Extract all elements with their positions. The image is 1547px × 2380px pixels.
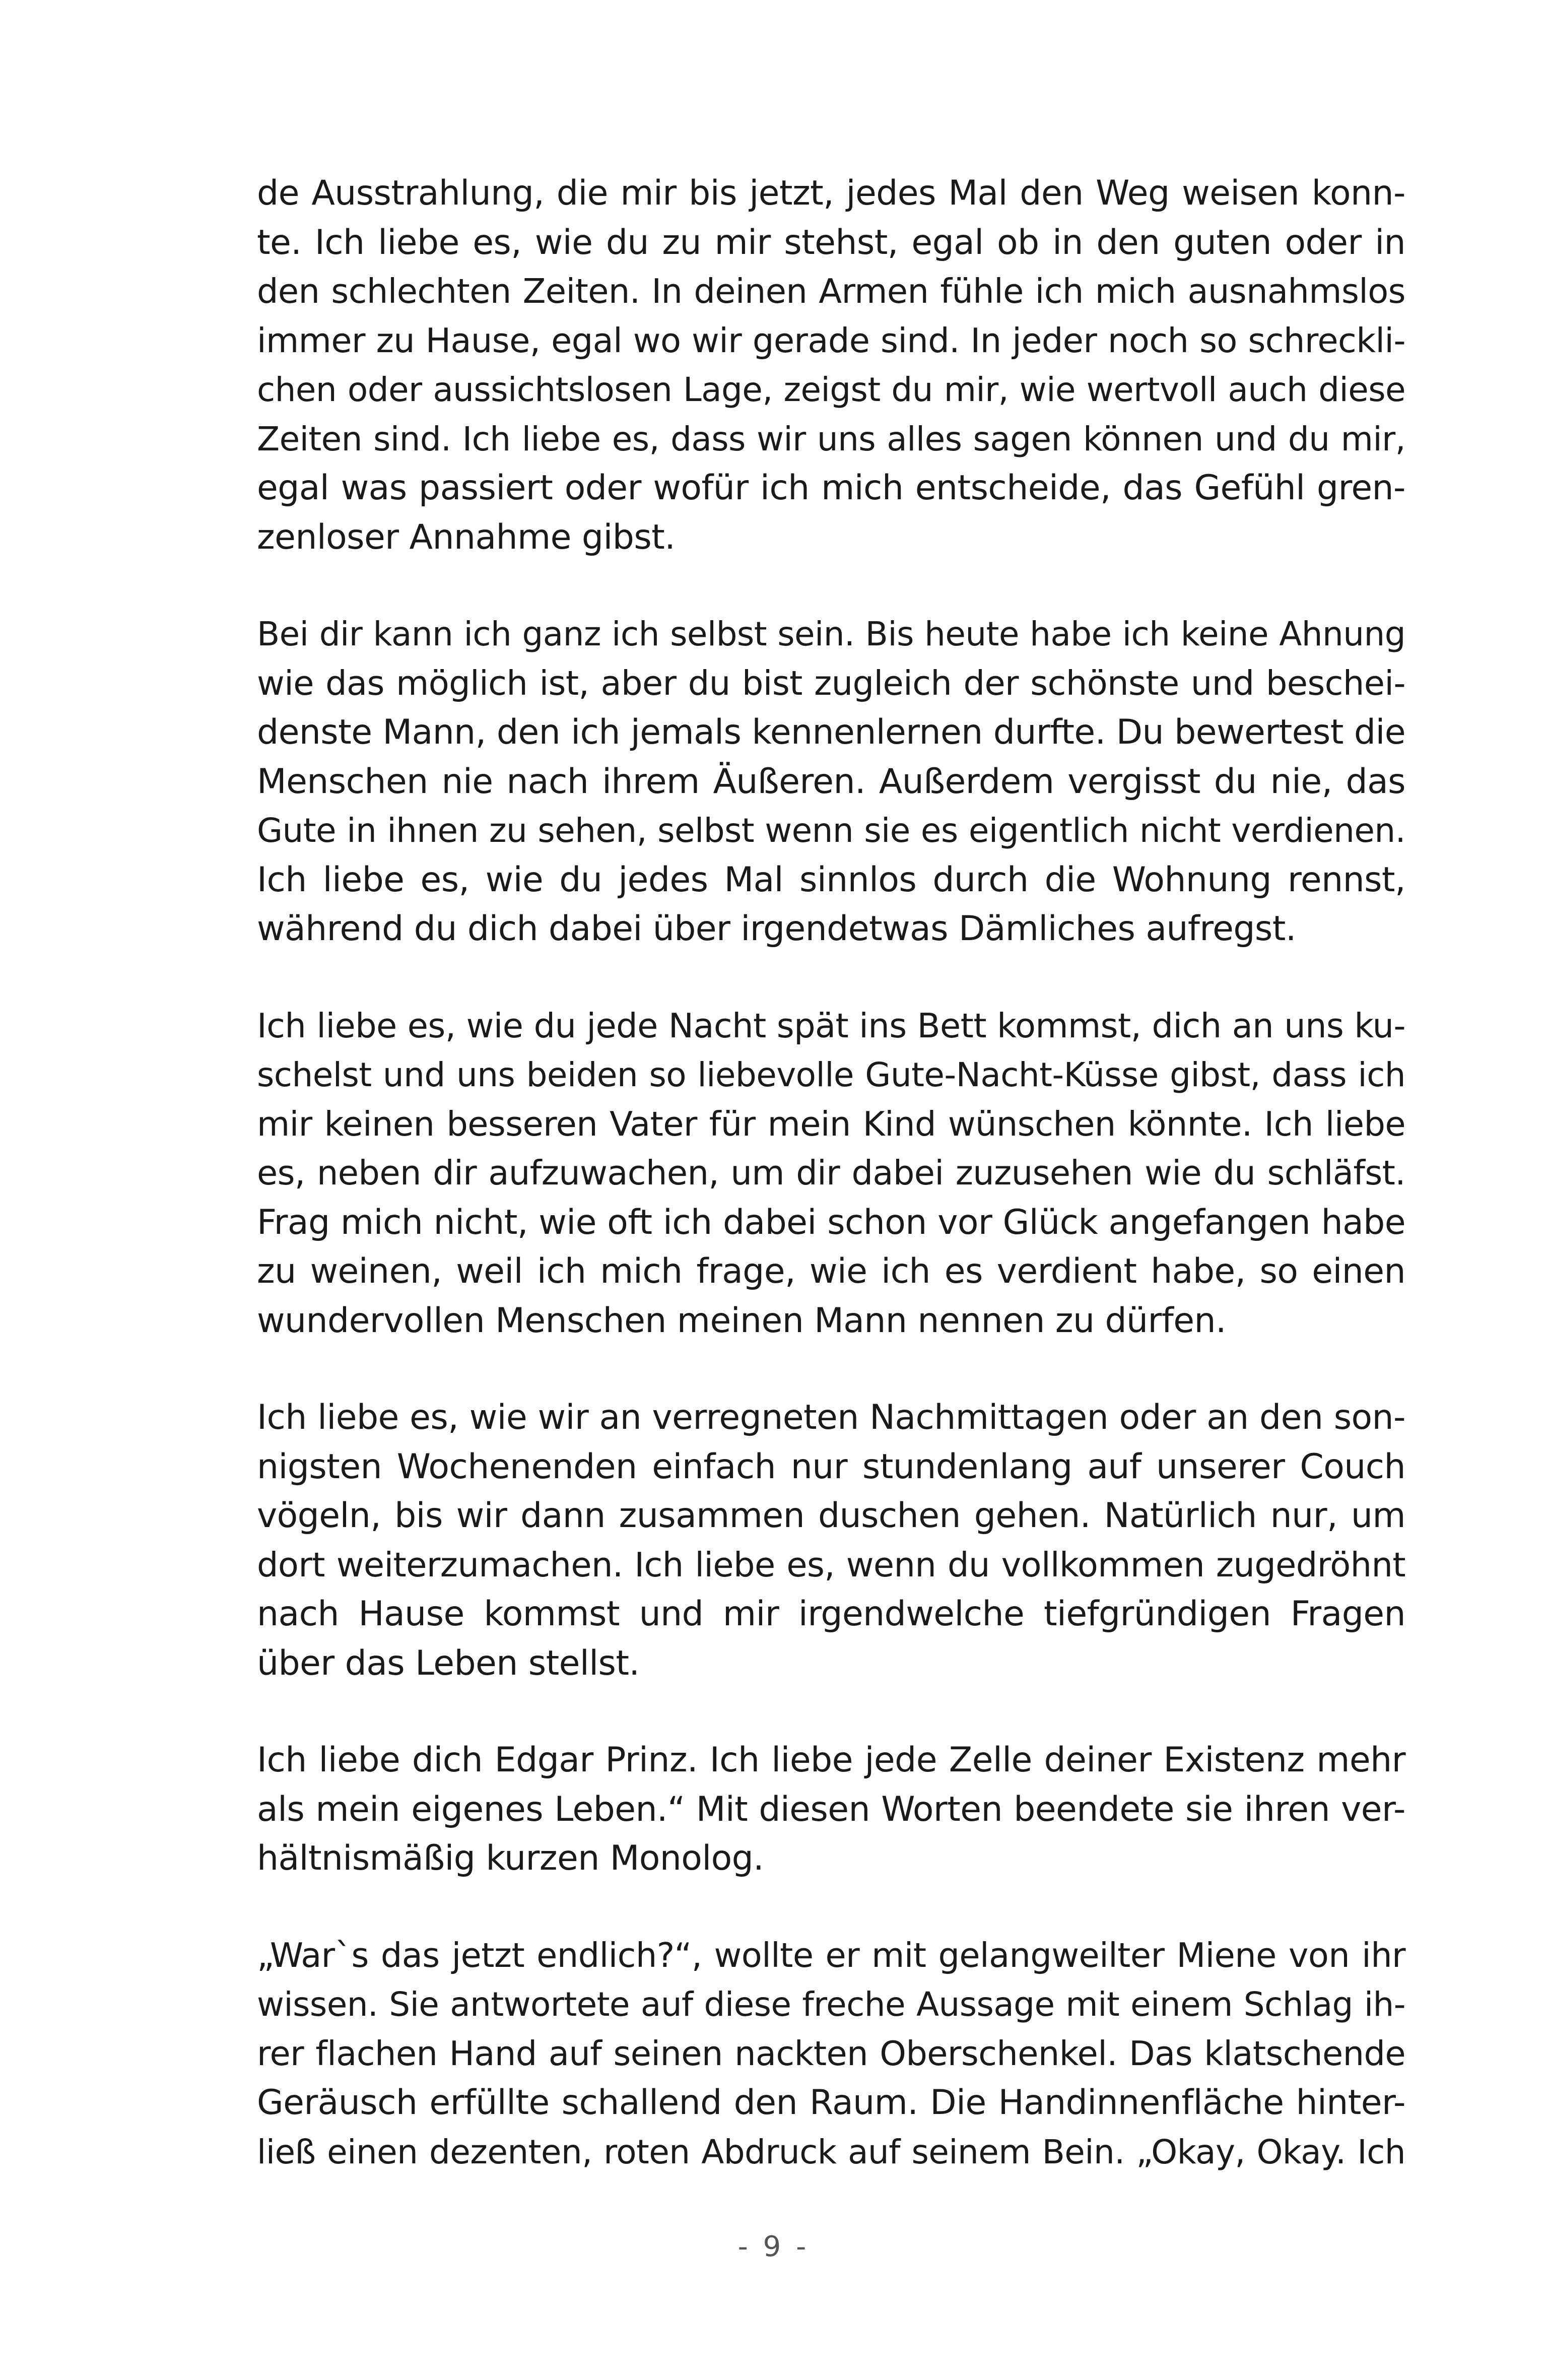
text-line: egal was passiert oder wofür ich mich entscheide, das Gefühl gren- [257, 468, 1405, 508]
text-line: Ich liebe dich Edgar Prinz. Ich liebe jede Zelle deiner Existenz mehr [257, 1740, 1405, 1780]
text-line: den schlechten Zeiten. In deinen Armen fühle ich mich ausnahmslos [257, 272, 1405, 311]
page-number: - 9 - [737, 2230, 810, 2263]
text-line: de Ausstrahlung, die mir bis jetzt, jedes Mal den Weg weisen konn- [257, 173, 1405, 213]
text-line: Ich liebe es, wie wir an verregneten Nachmittagen oder an den son- [257, 1398, 1405, 1437]
text-line: hältnismäßig kurzen Monolog. [257, 1838, 764, 1878]
paragraph [257, 1393, 1405, 1688]
text-line: zenloser Annahme gibst. [257, 517, 676, 557]
text-line: denste Mann, den ich jemals kennenlernen durfte. Du bewertest die [257, 712, 1405, 752]
text-line: wundervollen Menschen meinen Mann nennen zu dürfen. [257, 1300, 1226, 1341]
text-line: Ich liebe es, wie du jede Nacht spät ins Bett kommst, dich an uns ku- [257, 1006, 1405, 1045]
text-line: nigsten Wochenenden einfach nur stundenlang auf unserer Couch [257, 1446, 1405, 1487]
text-line: Menschen nie nach ihrem Äußeren. Außerdem vergisst du nie, das [257, 761, 1405, 802]
text-line: dort weiterzumachen. Ich liebe es, wenn du vollkommen zugedröhnt [257, 1545, 1405, 1584]
text-line: Bei dir kann ich ganz ich selbst sein. Bis heute habe ich keine Ahnung [257, 615, 1405, 653]
text-line: nach Hause kommst und mir irgendwelche tiefgründigen Fragen [257, 1594, 1405, 1634]
text-line: Ich liebe es, wie du jedes Mal sinnlos durch die Wohnung rennst, [257, 860, 1405, 900]
text-line: Gute in ihnen zu sehen, selbst wenn sie es eigentlich nicht verdienen. [257, 811, 1405, 850]
text-line: wissen. Sie antwortete auf diese freche Aussage mit einem Schlag ih- [257, 1985, 1405, 2024]
paragraph [257, 610, 1405, 954]
text-line: es, neben dir aufzuwachen, um dir dabei zuzusehen wie du schläfst. [257, 1153, 1405, 1193]
text-line: vögeln, bis wir dann zusammen duschen gehen. Natürlich nur, um [257, 1496, 1405, 1536]
text-line: schelst und uns beiden so liebevolle Gute-Nacht-Küsse gibst, dass ich [257, 1055, 1405, 1094]
text-line: immer zu Hause, egal wo wir gerade sind. In jeder noch so schreckli- [257, 320, 1405, 360]
text-line: „War`s das jetzt endlich?“, wollte er mit gelangweilter Miene von ihr [257, 1935, 1405, 1975]
text-line: chen oder aussichtslosen Lage, zeigst du mir, wie wertvoll auch diese [257, 370, 1405, 409]
body-text [257, 169, 1405, 2224]
text-line: mir keinen besseren Vater für mein Kind wünschen könnte. Ich liebe [257, 1104, 1405, 1144]
paragraph [257, 169, 1405, 562]
text-line: während du dich dabei über irgendetwas Dämliches aufregst. [257, 909, 1296, 949]
paragraph [257, 1002, 1405, 1346]
text-line: als mein eigenes Leben.“ Mit diesen Worten beendete sie ihren ver- [257, 1789, 1405, 1829]
text-line: te. Ich liebe es, wie du zu mir stehst, egal ob in den guten oder in [257, 222, 1405, 262]
text-line: Geräusch erfüllte schallend den Raum. Die Handinnenfläche hinter- [257, 2083, 1405, 2123]
paragraph [257, 1736, 1405, 1883]
text-line: ließ einen dezenten, roten Abdruck auf seinem Bein. „Okay, Okay. Ich [257, 2132, 1405, 2171]
text-line: rer flachen Hand auf seinen nackten Oberschenkel. Das klatschende [257, 2033, 1405, 2073]
text-line: zu weinen, weil ich mich frage, wie ich es verdient habe, so einen [257, 1251, 1405, 1291]
text-line: über das Leben stellst. [257, 1643, 640, 1683]
text-line: Frag mich nicht, wie oft ich dabei schon vor Glück angefangen habe [257, 1202, 1405, 1242]
text-line: wie das möglich ist, aber du bist zugleich der schönste und beschei- [257, 663, 1405, 703]
text-line: Zeiten sind. Ich liebe es, dass wir uns alles sagen können und du mir, [257, 419, 1405, 458]
paragraph [257, 1931, 1405, 2177]
